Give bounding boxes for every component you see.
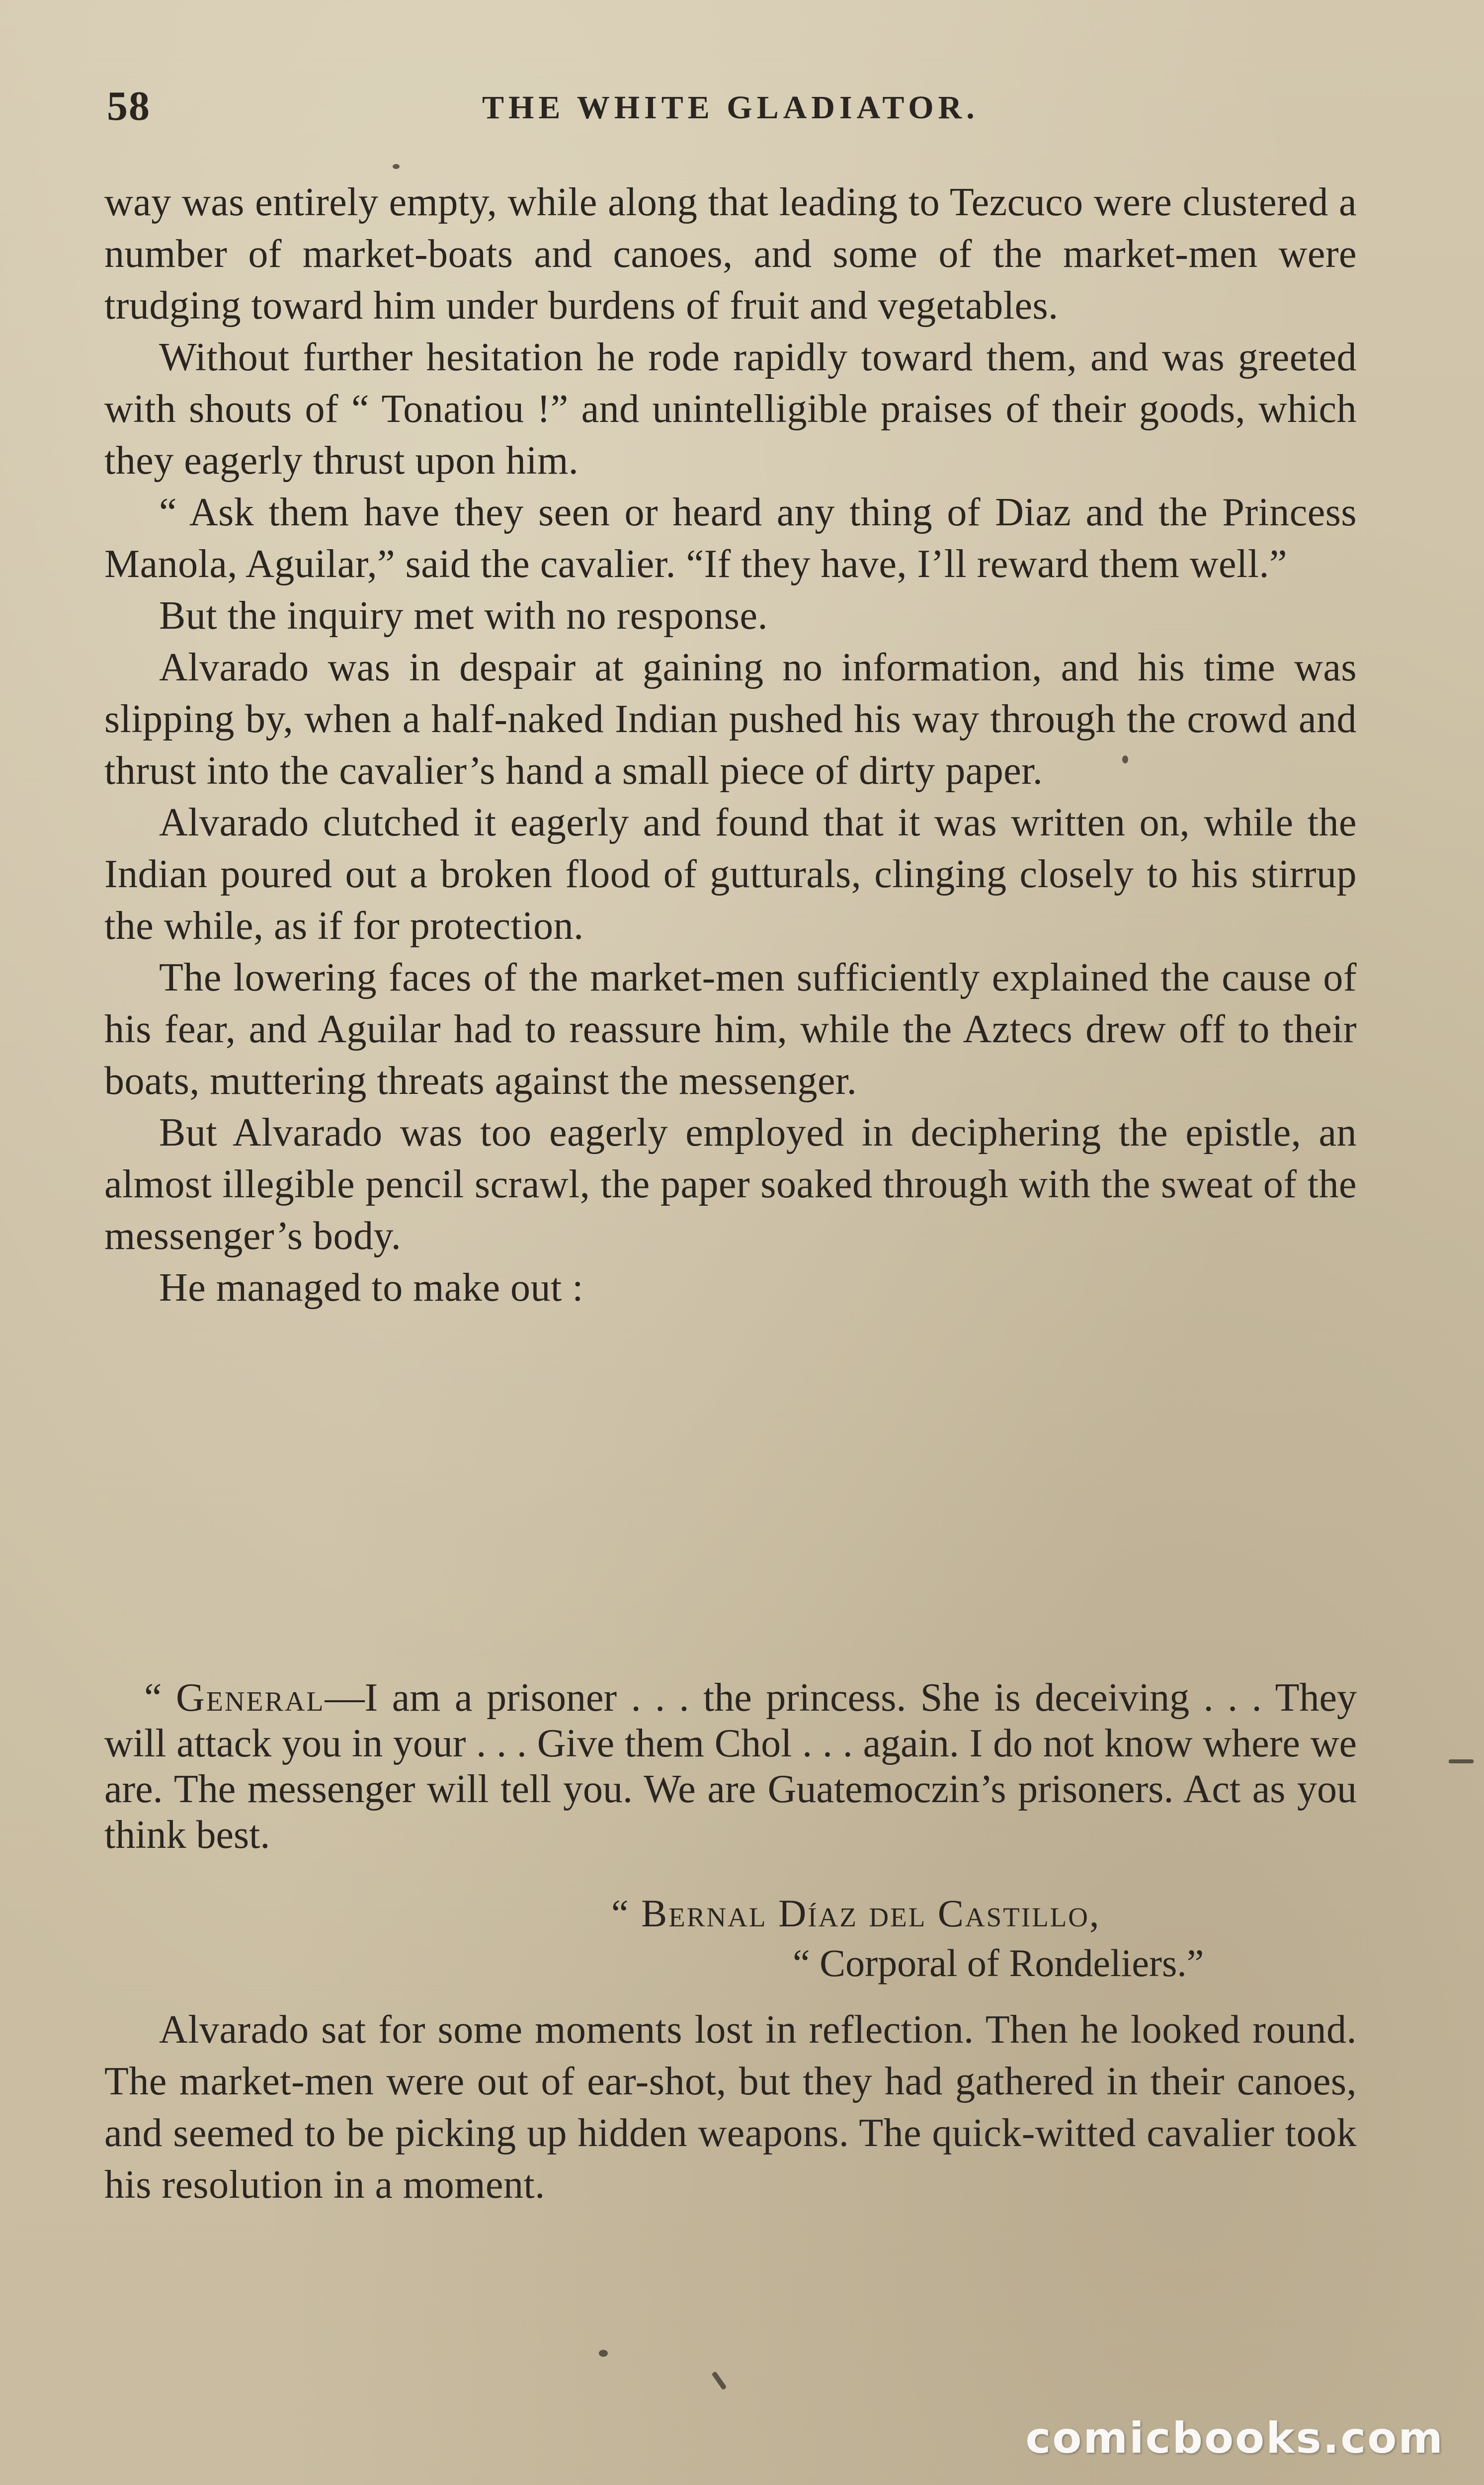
paragraph: Alvarado clutched it eagerly and found that it was written on, while the Indian poured out a broken flood of gutturals, clinging closely to his stirrup the while, as if for protection. [104,801,1357,948]
paragraph: “ Ask them have they seen or heard any thing of Diaz and the Princess Manola, Aguilar,” said the cavalier. “If they have, I’ll reward them well.” [104,491,1357,586]
paragraph: way was entirely empty, while along that leading to Tezcuco were clustered a number of market-boats and canoes, and some of the market-men were trudging toward him under burdens of fruit and vegetables. [104,180,1357,328]
paper-speck [1122,755,1128,763]
paper-speck [599,2350,608,2357]
paper-speck [393,164,400,169]
letter-salutation: General [176,1676,325,1720]
letter-open-quote: “ [144,1676,176,1720]
watermark-logo: comicbooks.com [1025,2413,1444,2463]
paragraph: He managed to make out : [159,1266,583,1310]
letter-signature [611,1889,1357,1988]
page-number: 58 [107,83,151,129]
paper-speck [1449,1759,1474,1763]
paragraph: But Alvarado was too eagerly employed in deciphering the epistle, an almost illegible pencil scrawl, the paper soaked through with the sweat of the messenger’s body. [104,1111,1357,1258]
signature-rank: “ Corporal of Rondeliers.” [793,1941,1204,1985]
signature-name: “ Bernal Díaz del Castillo, [611,1892,1101,1935]
running-title: THE WHITE GLADIATOR. [482,89,979,126]
paragraph: But the inquiry met with no response. [159,594,768,638]
body-text [104,176,1357,1314]
closing-section [104,2004,1357,2211]
paragraph: Without further hesitation he rode rapidly toward them, and was greeted with shouts of “ Tonatiou !” and unintelligible praises of their goods, which they eagerly thrust upon him. [104,335,1357,483]
page-header [107,82,1379,137]
quoted-letter [104,1675,1357,1858]
paragraph: Alvarado was in despair at gaining no information, and his time was slipping by, when a half-naked Indian pushed his way through the crowd and thrust into the cavalier’s hand a small piece of dirty paper. [104,646,1357,793]
closing-paragraph: Alvarado sat for some moments lost in reflection. Then he looked round. The market-men were out of ear-shot, but they had gathered in their canoes, and seemed to be picking up hidden weapons. The quick-witted cavalier took his resolution in a moment. [104,2008,1357,2207]
paper-speck [711,2371,727,2391]
paragraph: The lowering faces of the market-men sufficiently explained the cause of his fear, and Aguilar had to reassure him, while the Aztecs drew off to their boats, muttering threats against the messenger. [104,956,1357,1103]
letter-text: —I am a prisoner . . . the princess. She is deceiving . . . They will attack you in your . . . Give them Chol . . . again. I do not know where we are. The messenger will tell you. We are Guatemoczin’s prisoners. Act as you think best. [104,1676,1357,1857]
